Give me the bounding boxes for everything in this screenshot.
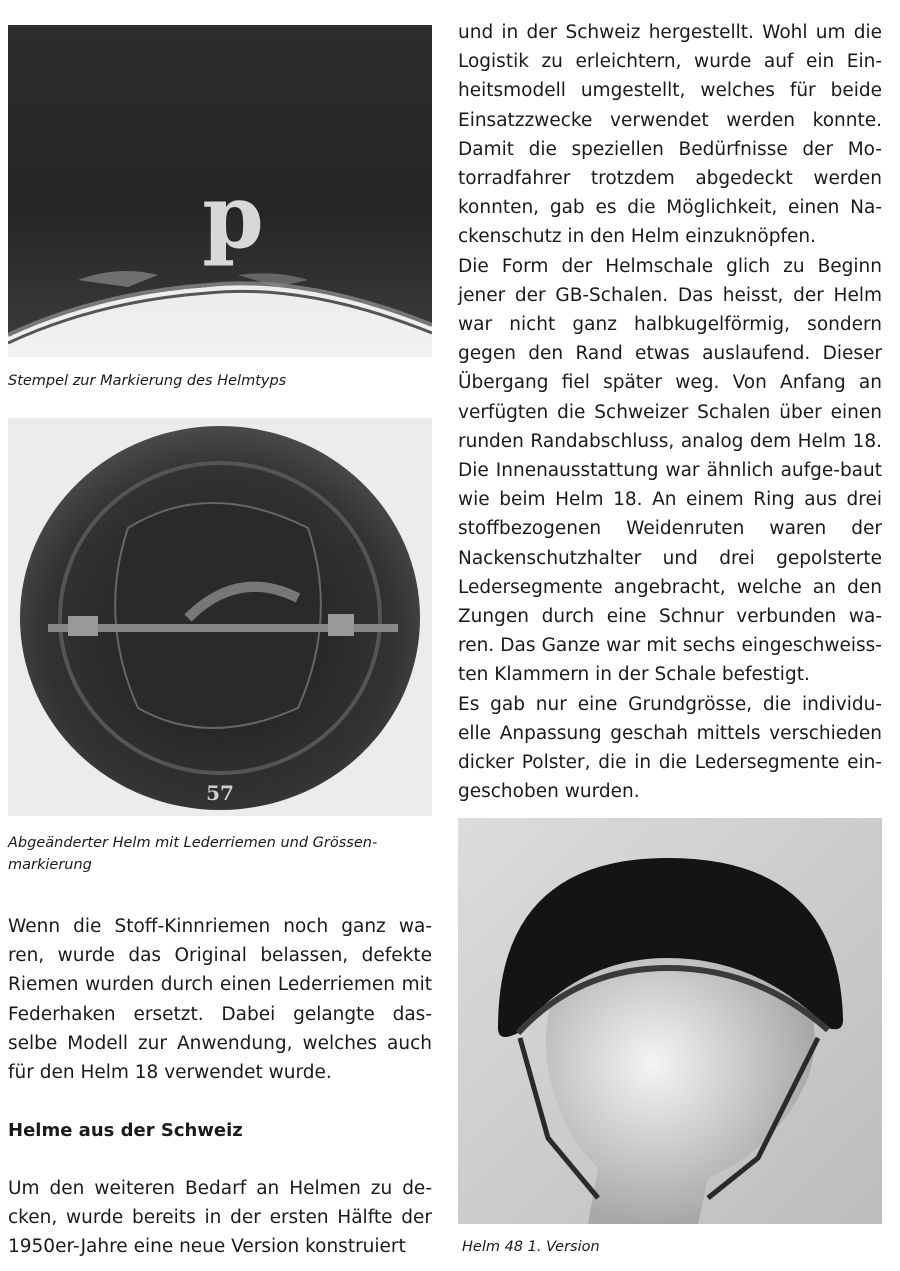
stamp-letter: p xyxy=(202,164,264,268)
helm48-photo xyxy=(458,818,882,1224)
stamp-photo xyxy=(8,25,432,357)
right-paragraph-2: Die Form der Helmschale glich zu Beginn jener der GB-Schalen. Das heisst, der Helm war nicht ganz halbkugelförmig, sondern gegen den Rand etwas auslaufend. Dieser Übergang fiel später weg. Von Anfang an verfügten die Schweizer Schalen über einen runden Randabschluss, analog dem Helm 18. Die Innenausstattung war ähnlich aufge-baut wie beim Helm 18. An einem Ring aus drei stoffbezogenen Weidenruten waren der Nackenschutzhalter und drei gepolsterte Ledersegmente angebracht, welche an den Zungen durch eine Schnur verbunden wa-ren. Das Ganze war mit sechs eingeschweiss-ten Klammern in der Schale befestigt. xyxy=(458,255,882,686)
helmet-interior-photo xyxy=(8,418,432,816)
right-paragraph-1: und in der Schweiz hergestellt. Wohl um die Logistik zu erleichtern, wurde auf ein Ein-heitsmodell umgestellt, welches für beide Einsatzzwecke verwendet werden konnte. Damit die speziellen Bedürfnisse der Mo-torradfahrer trotzdem abgedeckt werden konnten, gab es die Möglichkeit, einen Na-ckenschutz in den Helm einzuknöpfen. xyxy=(458,22,882,248)
caption-stamp: Stempel zur Markierung des Helmtyps xyxy=(8,373,287,389)
left-paragraph-2: Um den weiteren Bedarf an Helmen zu de-cken, wurde bereits in der ersten Hälfte der 1950er-Jahre eine neue Version konstruiert xyxy=(8,1178,432,1258)
left-paragraph-1: Wenn die Stoff-Kinnriemen noch ganz wa-ren, wurde das Original belassen, defekte Riemen wurden durch einen Lederriemen mit Federhaken ersetzt. Dabei gelangte das-selbe Modell zur Anwendung, welches auch für den Helm 18 verwendet wurde. xyxy=(8,916,432,1084)
left-column-lower xyxy=(8,1174,432,1262)
section-heading: Helme aus der Schweiz xyxy=(8,1120,243,1141)
right-paragraph-3: Es gab nur eine Grundgrösse, die individu-elle Anpassung geschah mittels verschieden dicker Polster, die in die Ledersegmente ein-geschoben wurden. xyxy=(458,693,882,803)
caption-helm48: Helm 48 1. Version xyxy=(462,1239,600,1255)
right-column xyxy=(458,18,882,806)
size-marking: 57 xyxy=(206,781,234,805)
caption-modified-helmet: Abgeänderter Helm mit Lederriemen und Grössen-markierung xyxy=(8,835,378,873)
left-column xyxy=(8,912,432,1087)
